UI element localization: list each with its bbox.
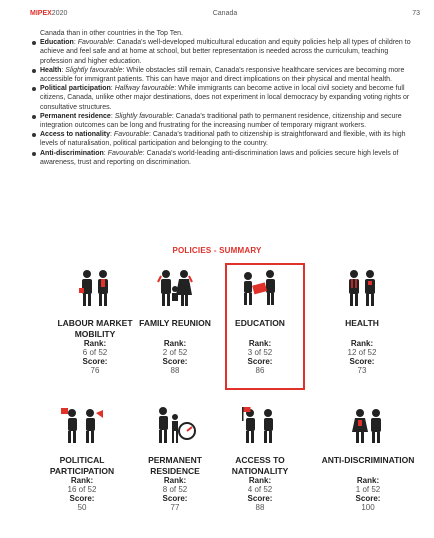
score-label: Score: [69,494,95,503]
tile-title: POLITICAL PARTICIPATION [49,455,115,476]
policy-tile-labour-market [50,268,140,375]
rank-label: Rank: [350,339,374,348]
score-value: 86 [255,366,265,375]
score-label: Score: [162,357,188,366]
policy-tile-education [215,268,305,375]
rank-label: Rank: [83,339,107,348]
summary-title: POLICIES - SUMMARY [172,246,262,255]
rank-label: Rank: [163,339,187,348]
policy-tile-anti-discrimination [318,405,418,512]
score-label: Score: [355,494,381,503]
bullet-item: Permanent residence: Slightly favourable: Canada's traditional path to permanent residence, citizenship and secure integration outcomes can be long and frustrating for the increasing number of temporary migrant workers. [30,112,416,130]
score-value: 73 [357,366,367,375]
rank-value: 4 of 52 [247,485,273,494]
policy-tile-health [317,268,407,375]
tile-title: ACCESS TO NATIONALITY [231,455,289,476]
rank-value: 16 of 52 [67,485,97,494]
score-label: Score: [247,357,273,366]
rank-value: 12 of 52 [347,348,377,357]
political-participation-icon [37,405,127,445]
tile-title: EDUCATION [235,318,285,328]
permanent-residence-icon [130,405,220,445]
anti-discrimination-icon [318,405,418,445]
tile-title: ANTI-DISCRIMINATION [321,455,415,465]
policy-tile-permanent-residence [130,405,220,512]
policy-tile-political-participation [37,405,127,512]
score-label: Score: [82,357,108,366]
tile-title: LABOUR MARKET MOBILITY [57,318,133,339]
score-value: 77 [170,503,180,512]
score-label: Score: [247,494,273,503]
bullet-item: Health: Slightly favourable: While obstacles still remain, Canada's responsive healthcare services are becoming more accessible for immigrant patients. This can have major and direct implications on their physical and mental health. [30,66,416,84]
labour-market-icon [50,268,140,308]
rank-label: Rank: [248,476,272,485]
score-label: Score: [349,357,375,366]
policy-tile-access-to-nationality [215,405,305,512]
bullet-item: Anti-discrimination: Favourable: Canada's world-leading anti-discrimination laws and policies secure high levels of awareness, trust and reporting on discrimination. [30,149,416,167]
rank-value: 6 of 52 [82,348,108,357]
score-value: 76 [90,366,100,375]
rank-value: 2 of 52 [162,348,188,357]
score-value: 88 [170,366,180,375]
access-to-nationality-icon [215,405,305,445]
score-value: 50 [77,503,87,512]
policy-bullet-list [30,38,416,167]
policy-tile-family-reunion [130,268,220,375]
score-label: Score: [162,494,188,503]
education-icon [215,268,305,308]
rank-label: Rank: [163,476,187,485]
tile-title: PERMANENT RESIDENCE [148,455,202,476]
tile-title: FAMILY REUNION [139,318,211,328]
policy-description [30,29,416,167]
rank-label: Rank: [356,476,380,485]
family-reunion-icon [130,268,220,308]
score-value: 88 [255,503,265,512]
score-value: 100 [361,503,375,512]
tile-title: HEALTH [345,318,379,328]
rank-value: 1 of 52 [355,485,381,494]
brand-logo: MIPEX2020 [30,10,68,17]
page-number: 73 [412,10,420,17]
bullet-item: Education: Favourable: Canada's well-developed multicultural education and equity policies help all types of children to achieve and feel safe and at home at school, but better representation is needed across the curriculum, teaching profession and higher education. [30,38,416,66]
rank-value: 8 of 52 [162,485,188,494]
bullet-item: Political participation: Halfway favourable: While immigrants can become active in local civil society and become full citizens, Canada, unlike other major destinations, does not experiment in local democracy by expanding voting rights or consultative structures. [30,84,416,112]
health-icon [317,268,407,308]
bullet-item: Access to nationality: Favourable: Canada's traditional path to citizenship is straightforward and flexible, with its high levels of naturalisation, political participation and belonging to the country. [30,130,416,148]
rank-label: Rank: [70,476,94,485]
header-country: Canada [212,10,238,17]
page-header [30,10,420,22]
rank-label: Rank: [248,339,272,348]
intro-text: Canada than in other countries in the Top Ten. [40,30,183,37]
rank-value: 3 of 52 [247,348,273,357]
